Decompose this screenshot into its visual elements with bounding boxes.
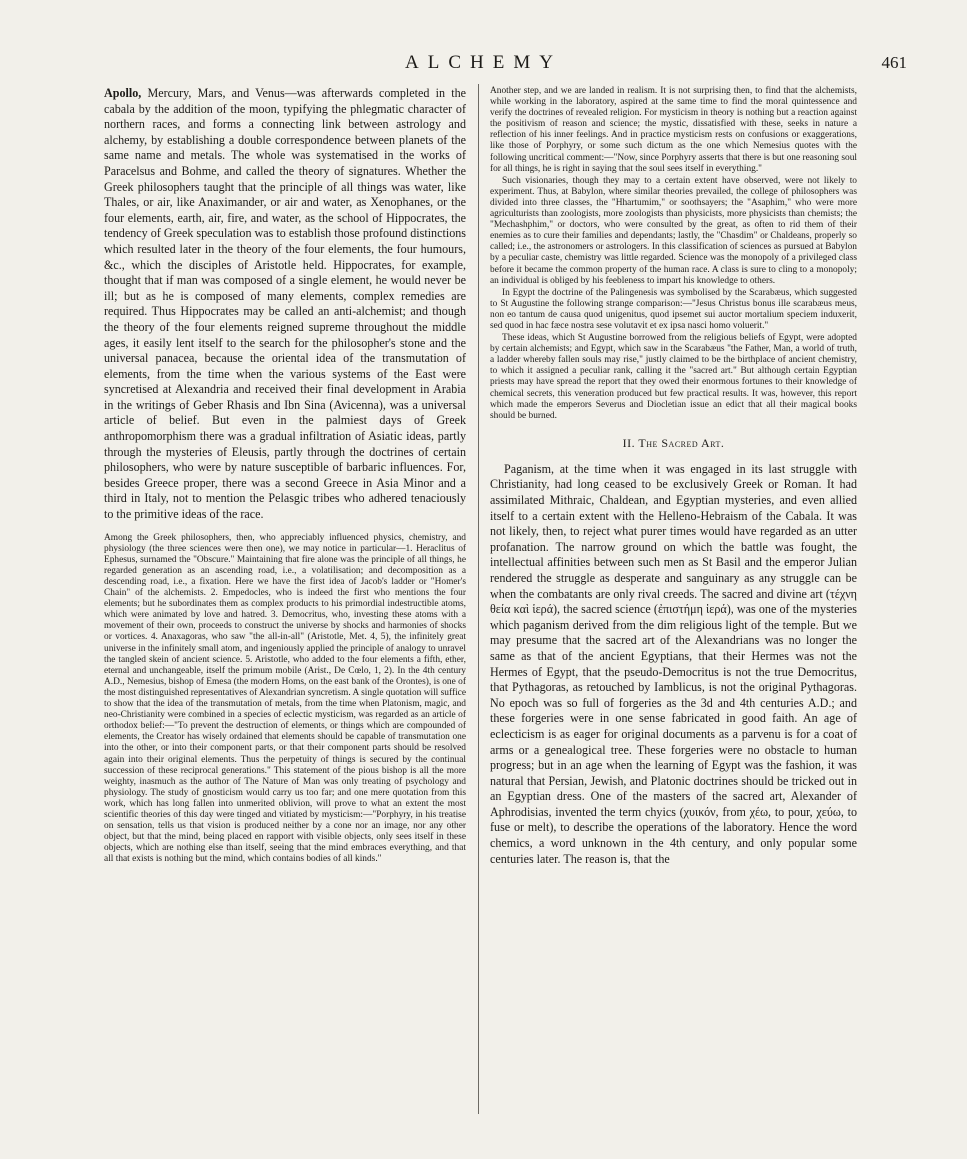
sacred-art-paragraph: Paganism, at the time when it was engaged in its last struggle with Christianity, had long ceased to be exclusively Greek or Roman. It had assimilated Mithraic, Chaldean, and Egyptian mysteries, and even allied itself to a certain extent with the Helleno-Hebraism of the Cabala. It was not likely, then, to reject what purer times would have regarded as an utter profanation. The narrow ground on which the battle was fought, the intellectual affinities between such men as St Basil and the emperor Julian rendered the struggle as desperate and sanguinary as any struggle can be when the combatants are only rival creeds. The sacred and divine art (τέχνη θεία καὶ ἱερά), the sacred science (ἐπιστήμη ἱερά), was one of the mysteries which paganism derived from the dim religious light of the temple. But we may presume that the sacred art of the Alexandrians was no longer the same as that of the ancient Egyptians, that their Hermes was not the Hermes of Egypt, that the pseudo-Democritus is not the true Democritus, that Pythagoras, as retouched by Iamblicus, is not the original Pythagoras. No epoch was so full of forgeries as the 3d and 4th centuries A.D.; and these forgeries were in one sense fabricated in good faith. An age of eclecticism is as eager for original documents as a parvenu is for a coat of arms or a genealogical tree. These forgeries were no obstacle to human progress; but in an age when the learning of Egypt was the fashion, it was natural that Persian, Jewish, and Platonic doctrines should be tricked out in an Egyptian dress. One of the masters of the sacred art, Alexander of Aphrodisias, invented the term chyics (χυικόν, from χέω, to pour, χεύω, to fuse or melt), to describe the operations of the laboratory. Hence the word chemics, a word unknown in the 4th century, and only popular some centuries later. The reason is, that the	[490, 461, 857, 866]
babylon-paragraph: Such visionaries, though they may to a certain extent have observed, were not likely to experiment. Thus, at Babylon, where similar theories prevailed, the college of philosophers was divided into three classes, the "Hhartumim," or soothsayers; the "Asaphim," who were more agriculturists than zoologists, more zoologists than physicists, more physicists than chemists; the "Mechashphim," or doctors, who were consulted by the great, as often to rid them of their enemies as to cure their families and dependants; lastly, the "Chasdim" or Chaldeans, properly so called; i.e., the astronomers or astrologers. In this classification of sciences as pursued at Babylon by a peculiar caste, chemistry was little regarded. Science was the monopoly of a privileged class before it became the common property of the human race. A class is sure to cling to a monopoly; an individual is obliged by his feebleness to impart his knowledge to others.	[490, 175, 857, 286]
section-heading: II. The Sacred Art.	[622, 435, 725, 450]
left-column	[104, 86, 466, 866]
right-column	[490, 86, 857, 867]
column-divider	[478, 84, 479, 1114]
page-header	[0, 52, 967, 76]
philosophers-paragraph: Among the Greek philosophers, then, who appreciably influenced physics, chemistry, and physiology (the three sciences were then one), we may notice in particular—1. Heraclitus of Ephesus, surnamed the "Obscure." Maintaining that fire alone was the principle of all things, he regarded generation as an ascending road, i.e., a volatilisation; and decomposition as a descending road, i.e., a fixation. Here we have the first idea of Jacob's ladder or "Homer's Chain" of the alchemists. 2. Empedocles, who is indeed the first who mentions the four elements; but he subordinates them as complex products to his primordial indestructible atoms, which were animated by love and hatred. 3. Democritus, who, investing these atoms with a movement of their own, proceeds to construct the universe by shocks and harmonies of shocks or vortices. 4. Anaxagoras, who saw "the all-in-all" (Aristotle, Met. 4, 5), the infinitely great universe in the infinitely small atom, and ingeniously applied the principle of analogy to unravel the tangled skein of ancient science. 5. Aristotle, who added to the four elements a fifth, ether, eternal and unchangeable, itself the primum mobile (Arist., De Cœlo, 1, 2). In the 4th century A.D., Nemesius, bishop of Emesa (the modern Homs, on the east bank of the Orontes), is one of the most distinguished representatives of Alexandrian syncretism. A single quotation will suffice to show that the idea of the transmutation of metals, from the time when Platonism, magic, and neo-Christianity were combined in a species of eclectic mysticism, was regarded as an article of orthodox belief:—"To prevent the destruction of elements, or things which are compounded of elements, the Creator has wisely ordained that elements should be capable of transmutation one into the other, or into their component parts, or that their component parts should be resolved again into their original elements. Thus the perpetuity of things is secured by the continual succession of these reciprocal generations." This statement of the pious bishop is all the more weighty, inasmuch as the author of The Nature of Man was only treating of psychology and physiology. The study of gnosticism would carry us too far; and one mere quotation from this work, which has long fallen into unmerited oblivion, will prove to what an extent the most scientific theories of this day were tinged and vitiated by mysticism:—"Porphyry, in his treatise on sensation, tells us that vision is produced neither by a cone nor an image, nor any other object, but that the mind, being placed en rapport with visible objects, only sees itself in these objects, which are nothing else than itself, seeing that the mind embraces everything, and that all that exists is nothing but the mind, which contains bodies of all kinds."	[104, 532, 466, 865]
lead-word: Apollo,	[104, 86, 142, 100]
egypt-paragraph: These ideas, which St Augustine borrowed from the religious beliefs of Egypt, were adopted by certain alchemists; and Egypt, which saw in the Scarabæus "the Father, Man, a world of truth, a ladder whereby fallen souls may rise," justly claimed to be the birthplace of ancient chemistry, to which it assigned a peculiar rank, calling it the "sacred art." But although certain Egyptian priests may have spread the report that they owed their enormous fortunes to their knowledge of chemical secrets, this veneration produced but few practical results. It was, however, this report which made the emperors Severus and Diocletian issue an edict that all their magical books should be burned.	[490, 333, 857, 421]
running-title: ALCHEMY	[405, 52, 562, 73]
page-number: 461	[881, 53, 907, 72]
lead-paragraph-text: Mercury, Mars, and Venus—was afterwards completed in the cabala by the addition of the moon, typifying the phlegmatic character of northern races, and forms a connecting link between astrology and alchemy, by establishing a double correspondence between planets of the same name and metals. The whole was systematised in the works of Paracelsus and Bohme, and called the theory of signatures. Whether the Greek philosophers taught that the principle of all things was water, like Thales, or air, like Anaximander, or air and water, as Xenophanes, or the four elements, earth, air, fire, and water, as the school of Hippocrates, the tendency of Greek speculation was to establish those profound distinctions which resulted later in the theory of the four elements, the four humours, &c., which the disciples of Aristotle held. Hippocrates, for example, thought that if man was composed of a single element, he would never be ill; but as he is composed of many elements, complex remedies are required. Thus Hippocrates may be called an anti-alchemist; and though the theory of the four elements reigned supreme throughout the middle ages, it easily lent itself to the search for the philosopher's stone and the universal panacea, because the oriental idea of the transmutation of elements, from the time when the various systems of the East were syncretised at Alexandria and received their final development in Arabia in the writings of Geber Rhasis and Ibn Sina (Avicenna), was a universal article of belief. But even in the palmiest days of Greek anthropomorphism there was a gradual infiltration of Asiatic ideas, partly through the mysteries of Eleusis, partly through the doctrines of certain philosophers, who were by nature susceptible of barbaric influences. For, besides Greece proper, there was a second Greece in Asia Minor and a third in Italy, not to mention the Pelasgic tribes who adhered tenaciously to the primitive ideas of the race.	[104, 86, 466, 522]
lead-paragraph	[104, 86, 466, 523]
realism-paragraph: Another step, and we are landed in realism. It is not surprising then, to find that the alchemists, while working in the laboratory, aspired at the same time to find the moral quintessence and verify the doctrines of revealed religion. For mysticism in theory is nothing but a reaction against the positivism of reason and science; the mystic, dissatisfied with these, seeks in nature a reflection of his inner feelings. And in practice mysticism rests on confusions or exaggerations, like those of Porphyry, or some such dictum as the one which Nemesius quotes with the following uncritical comment:—"Now, since Porphyry asserts that there is but one reasoning soul for all things, he is right in saying that the soul sees itself in everything."	[490, 86, 857, 174]
scarabaeus-paragraph: In Egypt the doctrine of the Palingenesis was symbolised by the Scarabæus, which suggested to St Augustine the following strange comparison:—"Jesus Christus bonus ille scarabæus meus, non eo tantum de causa quod unigenitus, quod ipsemet sui auctor mortalium speciem induxerit, sed quod in hac fæce nostra sese volutavit et ex ipsa nasci homo voluerit."	[490, 287, 857, 331]
